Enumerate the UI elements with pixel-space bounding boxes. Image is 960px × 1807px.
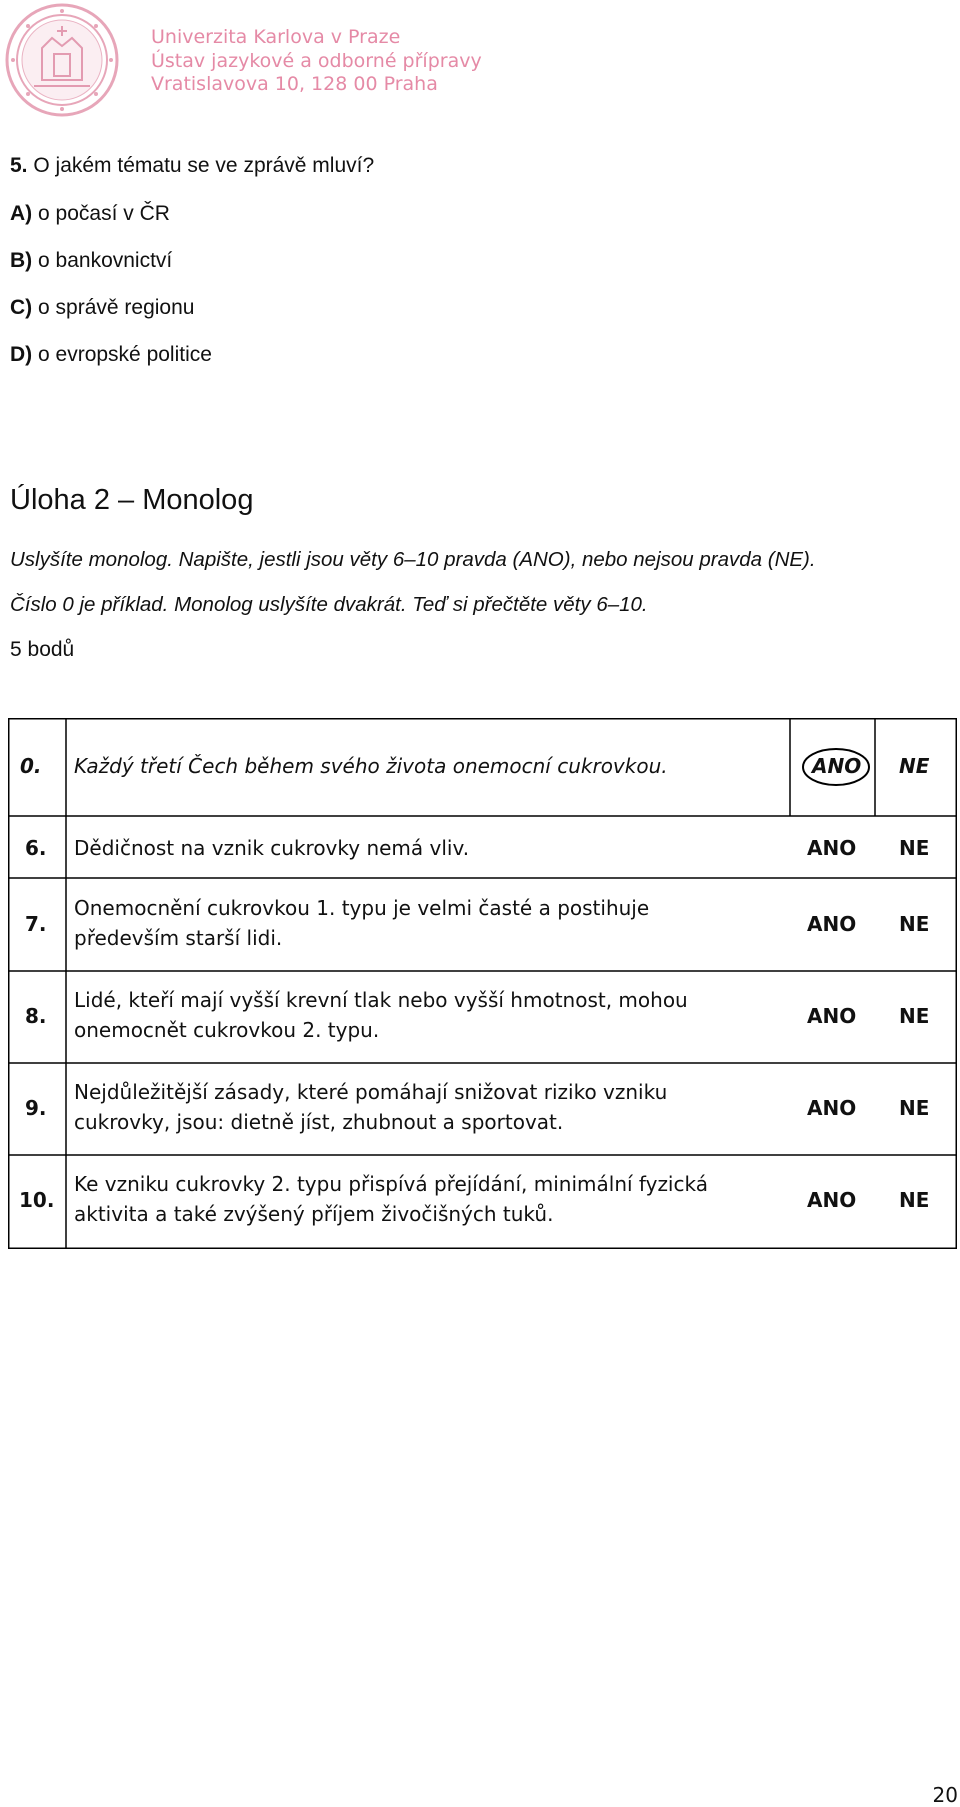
option-c[interactable] — [10, 296, 194, 320]
option-text: o bankovnictví — [38, 249, 173, 272]
option-letter: B) — [10, 249, 33, 272]
option-text: o správě regionu — [38, 296, 195, 319]
university-seal-logo — [4, 2, 120, 118]
option-text: o počasí v ČR — [38, 202, 170, 225]
task-title: Úloha 2 – Monolog — [10, 484, 254, 516]
statement-text-line-2: onemocnět cukrovkou 2. typu. — [74, 1018, 380, 1042]
question-5 — [10, 154, 374, 178]
institute-name: Ústav jazykové a odborné přípravy — [151, 50, 482, 72]
yes-option[interactable]: ANO — [807, 1188, 857, 1212]
statement-text: Každý třetí Čech během svého života onemocní cukrovkou. — [74, 754, 668, 778]
row-number: 8. — [25, 1004, 47, 1028]
option-letter: D) — [10, 343, 33, 366]
no-option[interactable]: NE — [899, 912, 930, 936]
row-number: 7. — [25, 912, 47, 936]
statement-text-line-1: Nejdůležitější zásady, které pomáhají snižovat riziko vzniku — [74, 1080, 668, 1104]
no-option[interactable]: NE — [899, 1096, 930, 1120]
page-number: 20 — [932, 1783, 958, 1807]
university-name: Univerzita Karlova v Praze — [151, 26, 401, 48]
option-text: o evropské politice — [38, 343, 212, 366]
no-option[interactable]: NE — [899, 1188, 930, 1212]
option-a[interactable] — [10, 202, 170, 226]
instruction-line-2: Číslo 0 je příklad. Monolog uslyšíte dvakrát. Teď si přečtěte věty 6–10. — [10, 593, 648, 616]
no-answer: NE — [899, 754, 930, 778]
statement-text-line-1: Onemocnění cukrovkou 1. typu je velmi časté a postihuje — [74, 896, 650, 920]
table-grid — [8, 718, 957, 1249]
question-number: 5. — [10, 154, 28, 177]
row-number: 0. — [20, 754, 42, 778]
yes-option[interactable]: ANO — [807, 836, 857, 860]
yes-option[interactable]: ANO — [807, 1096, 857, 1120]
no-option[interactable]: NE — [899, 1004, 930, 1028]
statement-text: Dědičnost na vznik cukrovky nemá vliv. — [74, 836, 470, 860]
statement-text-line-2: aktivita a také zvýšený příjem živočišných tuků. — [74, 1202, 554, 1226]
points-label: 5 bodů — [10, 638, 75, 661]
answer-table — [8, 718, 957, 1249]
no-option[interactable]: NE — [899, 836, 930, 860]
yes-option[interactable]: ANO — [807, 912, 857, 936]
option-letter: A) — [10, 202, 33, 225]
statement-text-line-1: Ke vzniku cukrovky 2. typu přispívá přejídání, minimální fyzická — [74, 1172, 708, 1196]
yes-option[interactable]: ANO — [807, 1004, 857, 1028]
option-letter: C) — [10, 296, 33, 319]
institute-address: Vratislavova 10, 128 00 Praha — [151, 73, 438, 95]
row-number: 10. — [19, 1188, 55, 1212]
row-number: 9. — [25, 1096, 47, 1120]
yes-answer: ANO — [812, 754, 862, 778]
statement-text-line-1: Lidé, kteří mají vyšší krevní tlak nebo vyšší hmotnost, mohou — [74, 988, 688, 1012]
question-text: O jakém tématu se ve zprávě mluví? — [33, 154, 375, 177]
statement-text-line-2: především starší lidi. — [74, 926, 283, 950]
statement-text-line-2: cukrovky, jsou: dietně jíst, zhubnout a sportovat. — [74, 1110, 564, 1134]
option-b[interactable] — [10, 249, 172, 273]
row-number: 6. — [25, 836, 47, 860]
instruction-line-1: Uslyšíte monolog. Napište, jestli jsou věty 6–10 pravda (ANO), nebo nejsou pravda (NE). — [10, 548, 816, 571]
option-d[interactable] — [10, 343, 212, 367]
